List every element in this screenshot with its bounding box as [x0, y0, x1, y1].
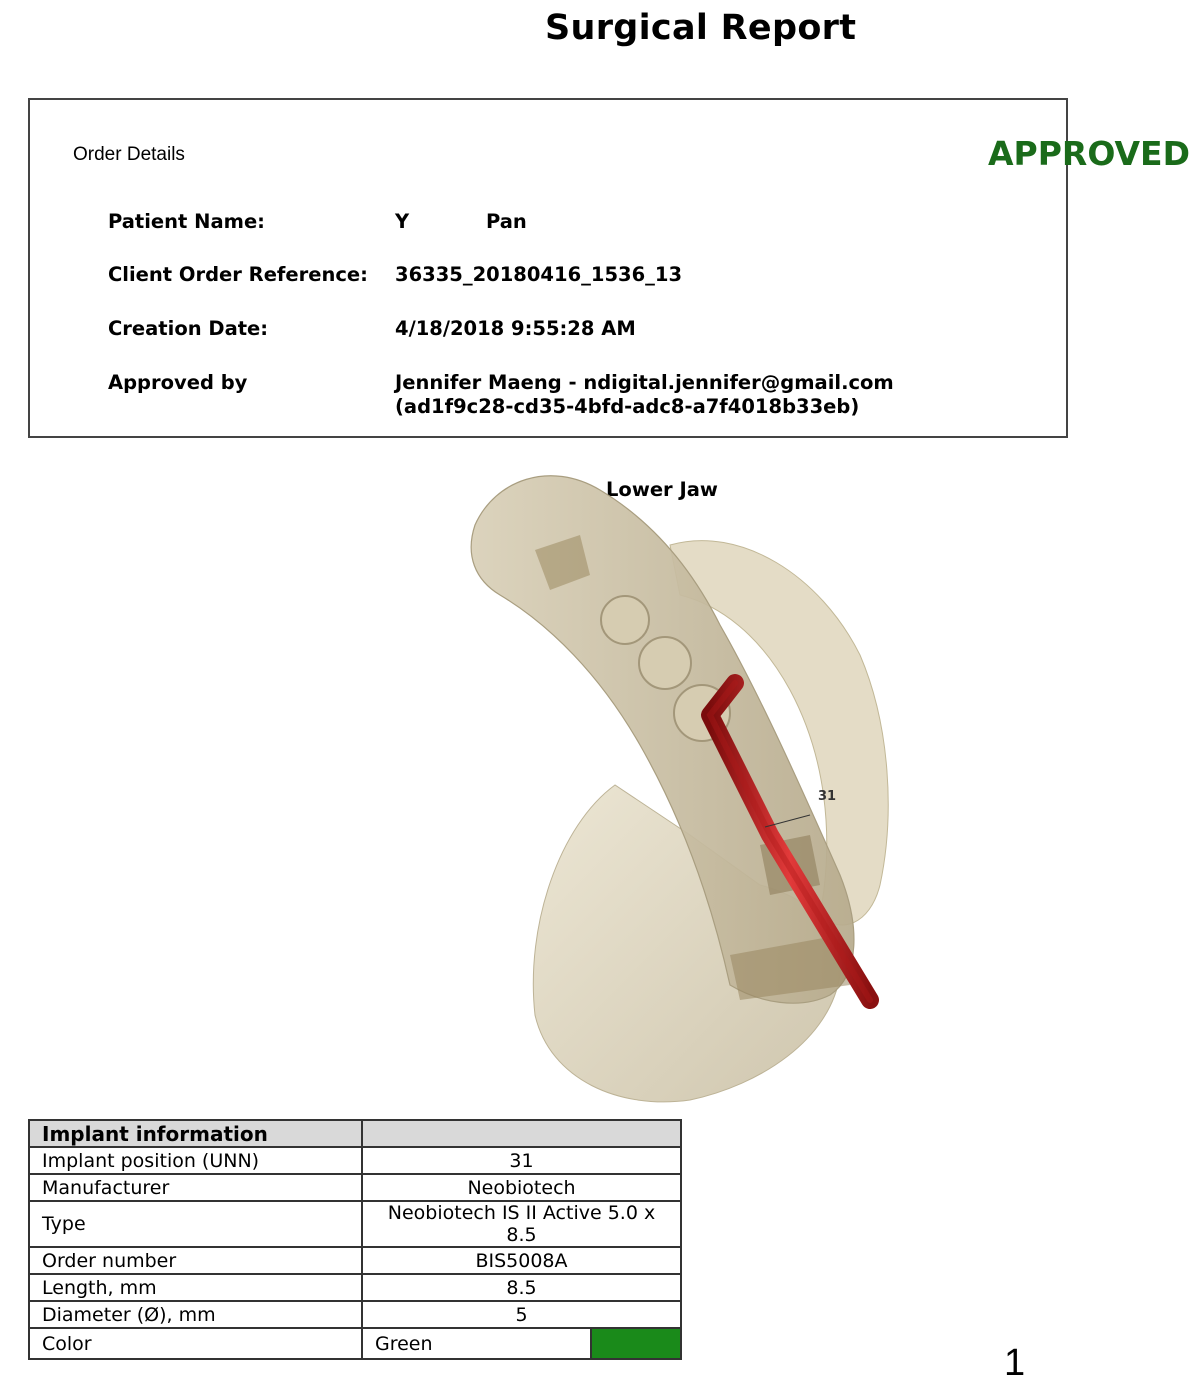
implant-table-title: Implant information	[29, 1120, 362, 1147]
row-label: Order number	[29, 1247, 362, 1274]
tooth-shape	[601, 596, 649, 644]
table-row	[29, 1147, 681, 1174]
report-title: Surgical Report	[545, 8, 857, 48]
row-value: BIS5008A	[362, 1247, 681, 1274]
color-swatch	[590, 1329, 680, 1358]
tooth-shape	[639, 637, 691, 689]
approved-by-value: Jennifer Maeng - ndigital.jennifer@gmail.com	[395, 371, 894, 394]
row-label: Implant position (UNN)	[29, 1147, 362, 1174]
page-number: 1	[1004, 1342, 1026, 1384]
row-value: Neobiotech IS II Active 5.0 x 8.5	[362, 1201, 681, 1247]
row-value: 8.5	[362, 1274, 681, 1301]
row-value: 31	[362, 1147, 681, 1174]
implant-table-header-blank	[362, 1120, 681, 1147]
implant-position-marker: 31	[818, 789, 837, 804]
table-row	[29, 1201, 681, 1247]
table-row	[29, 1174, 681, 1201]
row-value: Neobiotech	[362, 1174, 681, 1201]
table-row-color	[29, 1328, 681, 1359]
order-details-heading: Order Details	[73, 144, 185, 165]
jaw-view-label: Lower Jaw	[606, 478, 718, 501]
row-label: Length, mm	[29, 1274, 362, 1301]
row-label: Manufacturer	[29, 1174, 362, 1201]
implant-info-table	[28, 1119, 682, 1360]
approval-status: APPROVED	[988, 134, 1190, 173]
color-value: Green	[375, 1332, 433, 1355]
lower-jaw-3d-view[interactable]	[440, 455, 910, 1115]
approved-by-id: (ad1f9c28-cd35-4bfd-adc8-a7f4018b33eb)	[395, 395, 860, 418]
creation-date-value: 4/18/2018 9:55:28 AM	[395, 317, 636, 340]
row-label: Type	[29, 1201, 362, 1247]
implant-table-header	[29, 1120, 681, 1147]
row-label: Diameter (Ø), mm	[29, 1301, 362, 1328]
approved-by-label: Approved by	[108, 371, 248, 394]
order-details-panel	[28, 98, 1190, 438]
patient-name-label: Patient Name:	[108, 210, 265, 233]
table-row	[29, 1247, 681, 1274]
table-row	[29, 1301, 681, 1328]
patient-last-name: Pan	[486, 210, 527, 233]
client-ref-value: 36335_20180416_1536_13	[395, 263, 683, 286]
row-value: 5	[362, 1301, 681, 1328]
patient-first-name: Y	[395, 210, 410, 233]
color-label: Color	[29, 1328, 362, 1359]
color-value-cell	[362, 1328, 681, 1359]
creation-date-label: Creation Date:	[108, 317, 269, 340]
client-ref-label: Client Order Reference:	[108, 263, 368, 286]
table-row	[29, 1274, 681, 1301]
